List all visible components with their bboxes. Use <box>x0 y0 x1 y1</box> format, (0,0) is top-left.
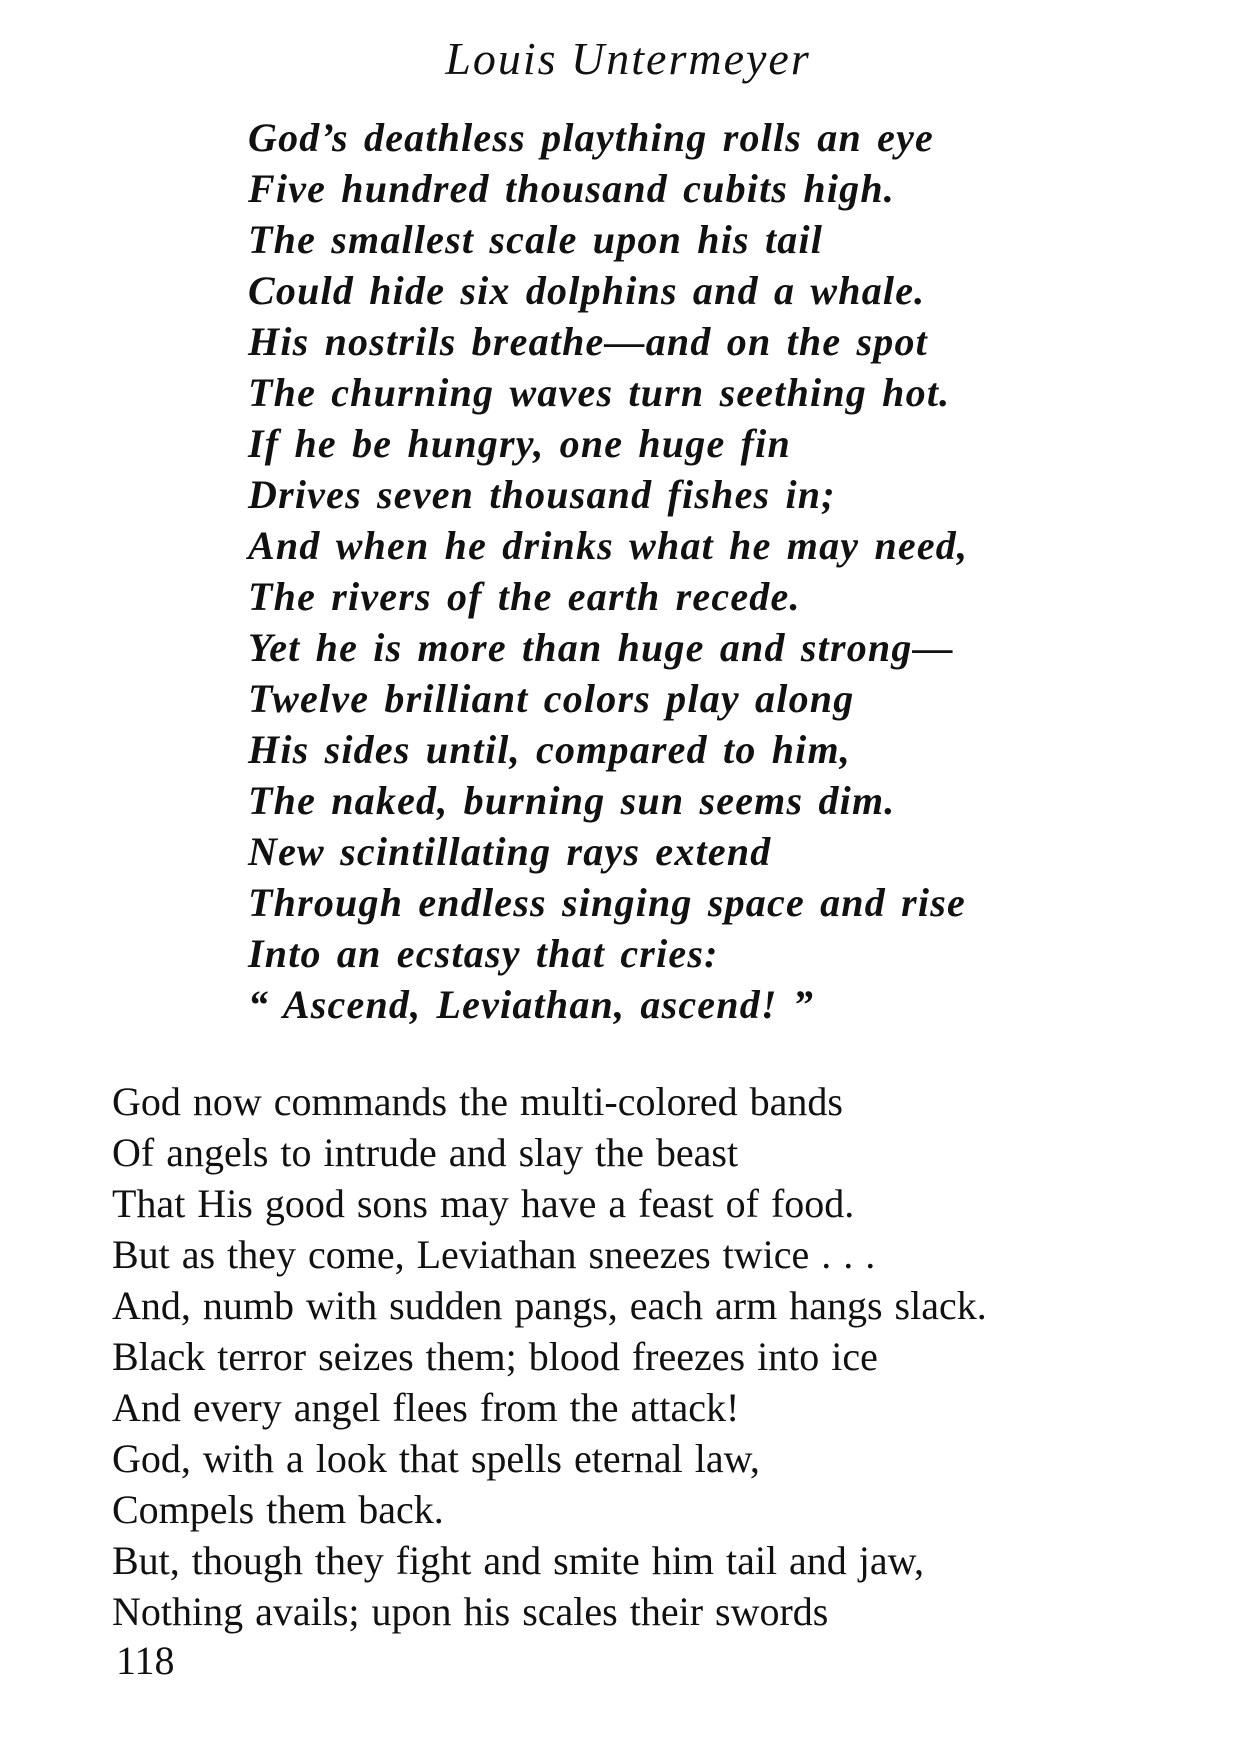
page-number: 118 <box>116 1638 175 1683</box>
poem-line: God now commands the multi-colored bands <box>112 1079 843 1124</box>
poem-line: “ Ascend, Leviathan, ascend! ” <box>248 982 815 1027</box>
poem-line: Drives seven thousand fishes in; <box>248 472 836 517</box>
poem-line: New scintillating rays extend <box>248 829 772 874</box>
poem-line: That His good sons may have a feast of food. <box>112 1181 855 1226</box>
poem-line: Nothing avails; upon his scales their swords <box>112 1589 829 1634</box>
poem-line: And when he drinks what he may need, <box>248 523 969 568</box>
poem-line: His sides until, compared to him, <box>248 727 851 772</box>
poem-line: Black terror seizes them; blood freezes into ice <box>112 1334 878 1379</box>
poem-line: Could hide six dolphins and a whale. <box>248 268 926 313</box>
poem-line: Of angels to intrude and slay the beast <box>112 1130 739 1175</box>
poem-line: The churning waves turn seething hot. <box>248 370 951 415</box>
poem-line: But as they come, Leviathan sneezes twice . . . <box>112 1232 876 1277</box>
poem-line: Yet he is more than huge and strong— <box>248 625 954 670</box>
poem-line: Compels them back. <box>112 1487 444 1532</box>
running-title: Louis Untermeyer <box>445 33 811 84</box>
poem-line: The rivers of the earth recede. <box>248 574 801 619</box>
poem-line: Into an ecstasy that cries: <box>248 931 719 976</box>
poem-line: His nostrils breathe—and on the spot <box>248 319 928 364</box>
poem-line: Through endless singing space and rise <box>248 880 966 925</box>
poem-line: The naked, burning sun seems dim. <box>248 778 896 823</box>
italic-stanza <box>248 112 968 1030</box>
roman-stanza <box>112 1076 987 1637</box>
poem-line: Five hundred thousand cubits high. <box>248 166 895 211</box>
poem-line: God, with a look that spells eternal law, <box>112 1436 760 1481</box>
poem-line: But, though they fight and smite him tail and jaw, <box>112 1538 924 1583</box>
poem-line: And, numb with sudden pangs, each arm hangs slack. <box>112 1283 987 1328</box>
poem-line: And every angel flees from the attack! <box>112 1385 740 1430</box>
poem-line: If he be hungry, one huge fin <box>248 421 791 466</box>
poem-line: Twelve brilliant colors play along <box>248 676 855 721</box>
poem-line: The smallest scale upon his tail <box>248 217 824 262</box>
poem-line: God’s deathless plaything rolls an eye <box>248 115 934 160</box>
